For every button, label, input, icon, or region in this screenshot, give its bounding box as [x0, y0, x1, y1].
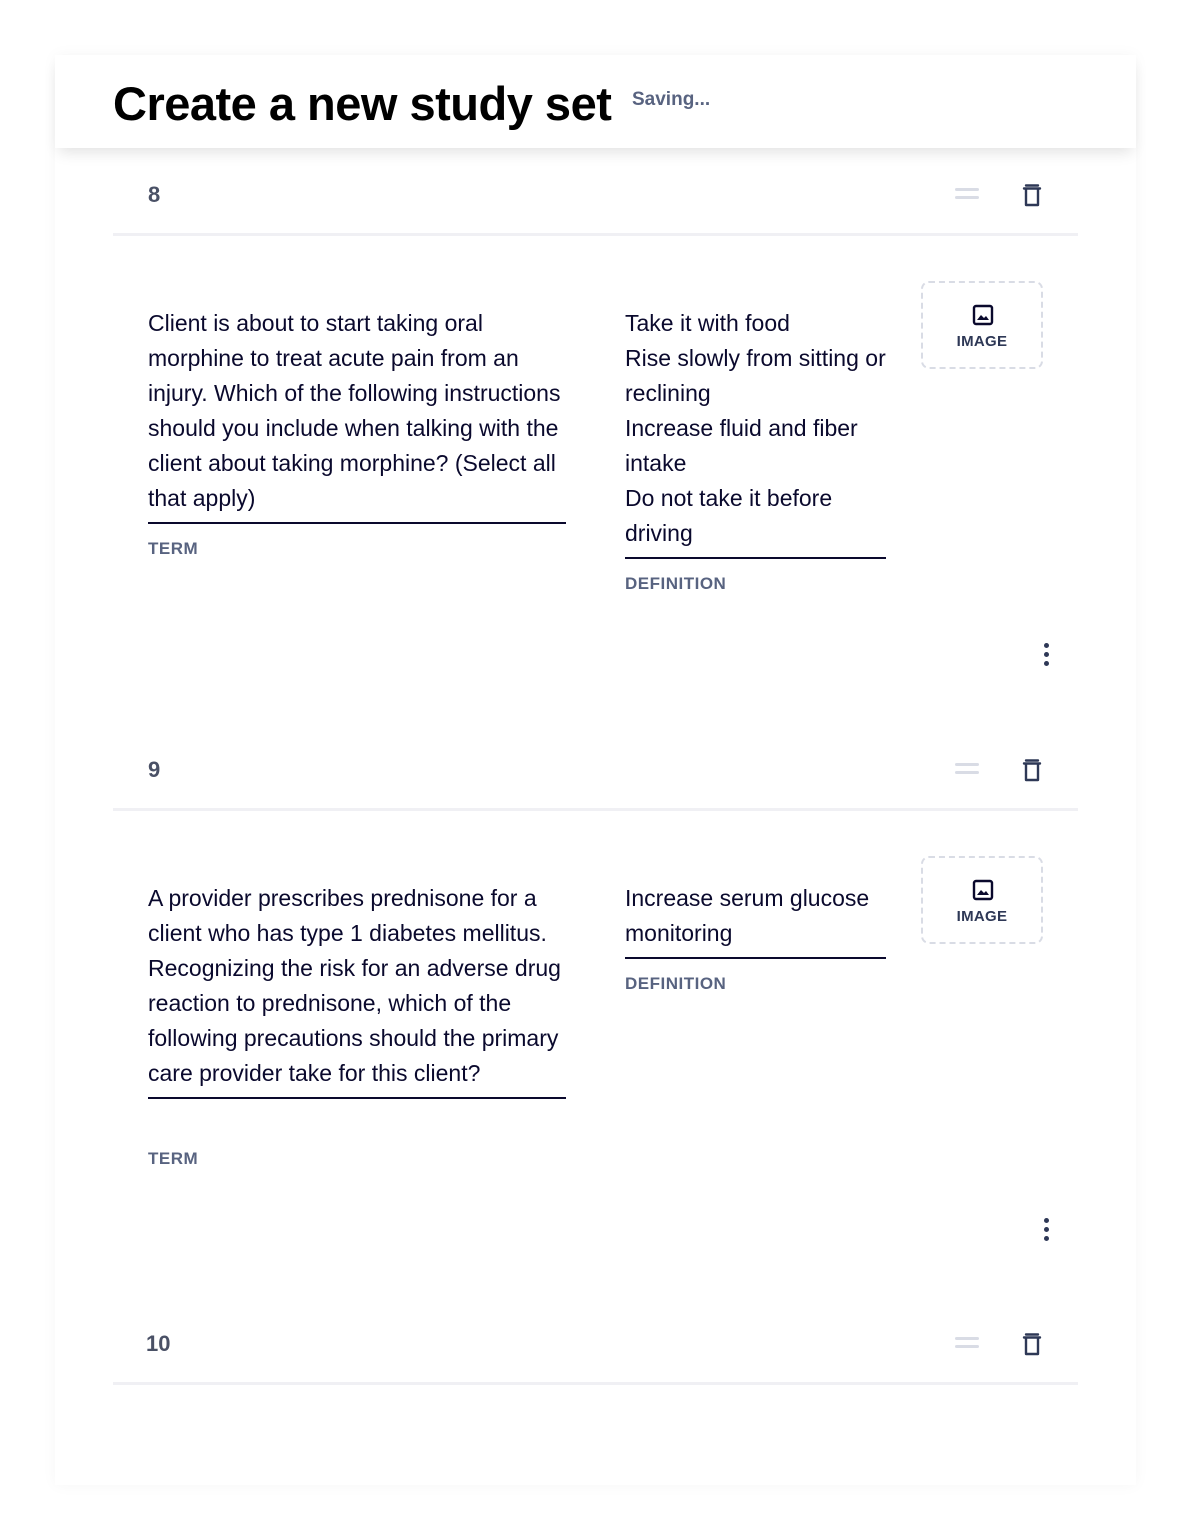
- trash-icon: [1017, 180, 1047, 210]
- trash-icon: [1017, 1329, 1047, 1359]
- delete-card-button[interactable]: [1017, 180, 1047, 210]
- card-toolbar: [113, 1313, 1078, 1385]
- page-title: Create a new study set: [113, 77, 612, 130]
- editor-header: [55, 55, 1136, 148]
- term-label: TERM: [148, 1149, 199, 1168]
- definition-input[interactable]: [625, 306, 886, 559]
- image-button-label: IMAGE: [956, 908, 1008, 925]
- definition-line: Increase fluid and fiber intake: [625, 415, 858, 476]
- term-input[interactable]: A provider prescribes prednisone for a client who has type 1 diabetes mellitus. Recognizing the risk for an adverse drug reaction to prednisone, which of the following precautions should the primary care provider take for this client?: [148, 881, 566, 1099]
- more-options-button[interactable]: [1036, 1218, 1056, 1248]
- drag-handle-icon[interactable]: [955, 1337, 979, 1351]
- save-status: Saving...: [632, 89, 711, 110]
- definition-line: Take it with food: [625, 310, 790, 336]
- trash-icon: [1017, 755, 1047, 785]
- term-label: TERM: [148, 539, 199, 558]
- delete-card-button[interactable]: [1017, 1329, 1047, 1359]
- study-set-editor: [55, 55, 1136, 1485]
- definition-input[interactable]: [625, 881, 886, 959]
- card-toolbar: [113, 164, 1078, 236]
- card-toolbar: [113, 739, 1078, 811]
- card-number: 10: [146, 1331, 171, 1356]
- definition-label: DEFINITION: [625, 574, 727, 593]
- add-image-button[interactable]: [921, 856, 1043, 944]
- term-input[interactable]: Client is about to start taking oral morphine to treat acute pain from an injury. Which of the following instructions should you include when talking with the client about taking morphine? (Select all that apply): [148, 306, 566, 524]
- image-icon: [972, 879, 994, 901]
- delete-card-button[interactable]: [1017, 755, 1047, 785]
- drag-handle-icon[interactable]: [955, 763, 979, 777]
- definition-line: Increase serum glucose monitoring: [625, 885, 870, 946]
- add-image-button[interactable]: [921, 281, 1043, 369]
- image-icon: [972, 304, 994, 326]
- more-options-button[interactable]: [1036, 643, 1056, 673]
- definition-label: DEFINITION: [625, 974, 727, 993]
- image-button-label: IMAGE: [956, 333, 1008, 350]
- card-number: 9: [148, 757, 161, 782]
- definition-line: Do not take it before driving: [625, 485, 833, 546]
- card-number: 8: [148, 182, 161, 207]
- definition-line: Rise slowly from sitting or reclining: [625, 345, 886, 406]
- drag-handle-icon[interactable]: [955, 188, 979, 202]
